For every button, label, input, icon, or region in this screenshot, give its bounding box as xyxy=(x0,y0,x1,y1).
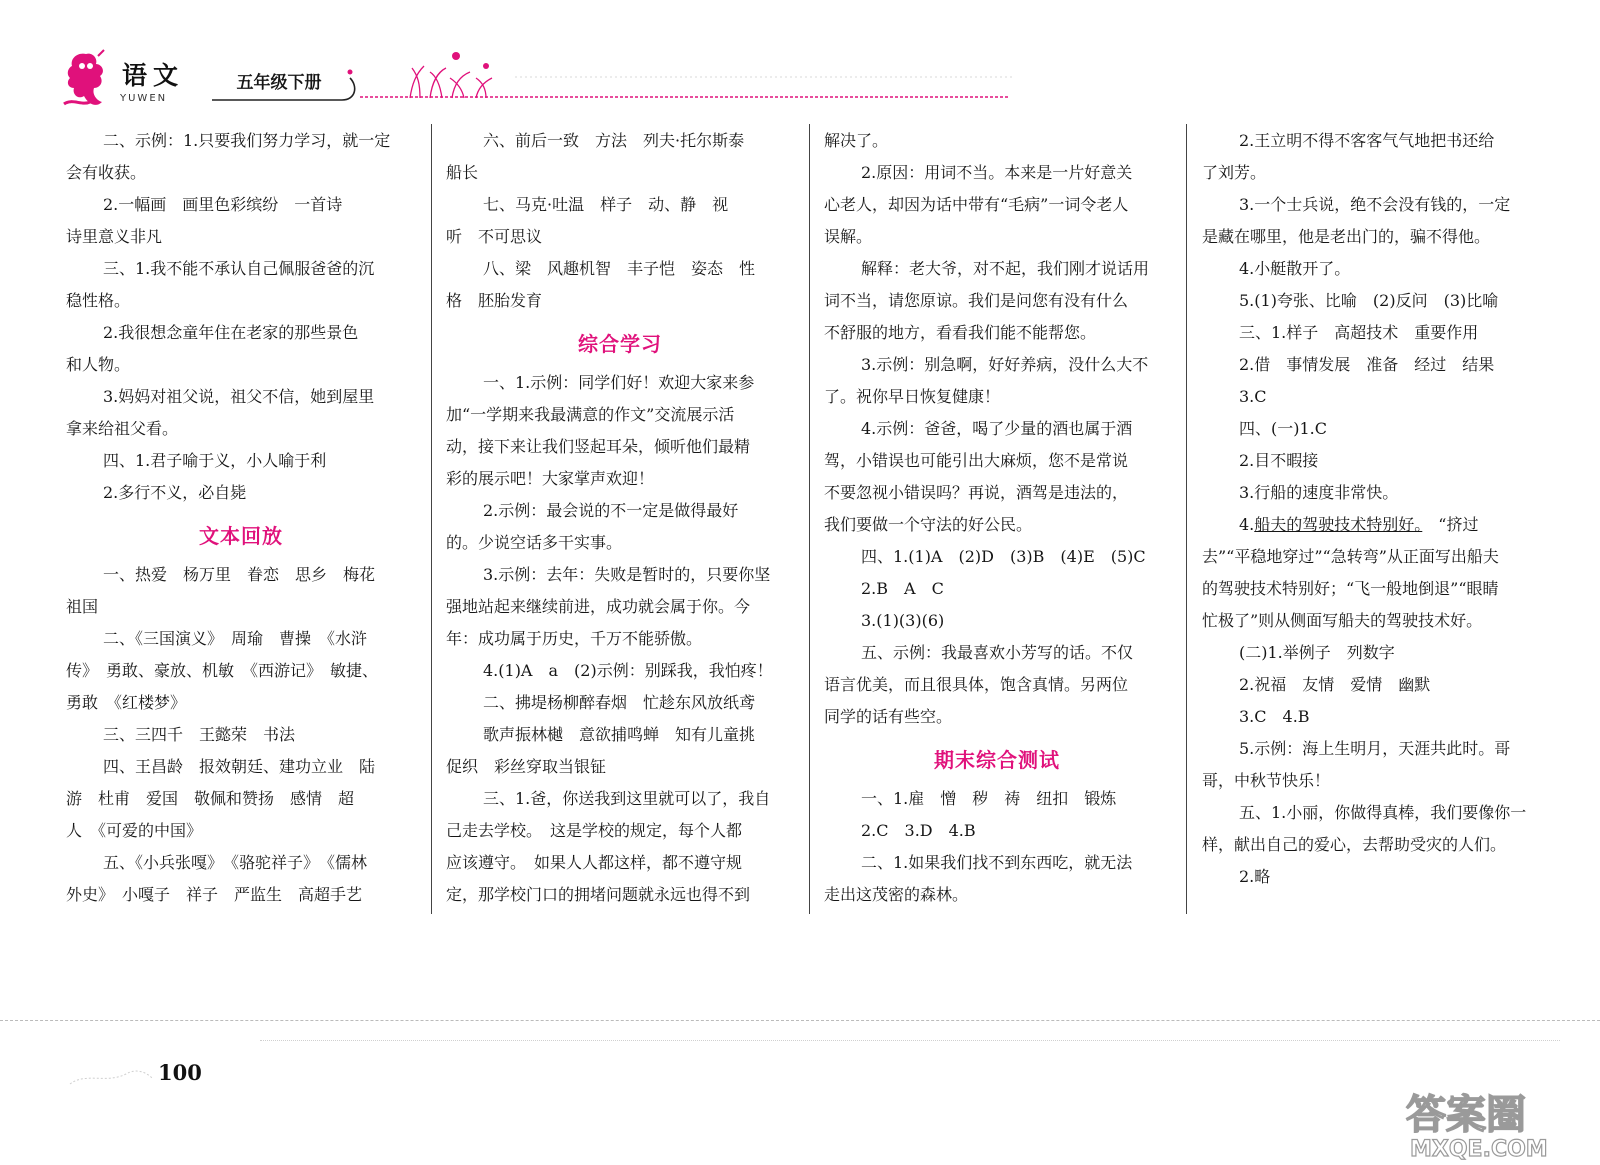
answer-line: 我们要做一个守法的好公民。 xyxy=(824,515,1033,534)
corner-swirl-decoration-icon xyxy=(66,1054,156,1094)
subject-title: 语文 xyxy=(122,61,185,90)
answer-column-3 xyxy=(824,125,1170,915)
answer-line: 4.示例：爸爸，喝了少量的酒也属于酒 xyxy=(861,419,1133,438)
answer-line: 的。少说空话多干实事。 xyxy=(446,533,623,552)
answer-line: 3.示例：去年：失败是暂时的，只要你坚 xyxy=(483,565,771,584)
answer-line: 四、王昌龄 报效朝廷、建功立业 陆 xyxy=(103,757,376,776)
answer-line: 游 杜甫 爱国 敬佩和赞扬 感情 超 xyxy=(66,789,355,808)
answer-line: 一、热爱 杨万里 眷恋 思乡 梅花 xyxy=(103,565,376,584)
footer-faint-rule xyxy=(260,1040,1560,1041)
answer-line: 4.小艇散开了。 xyxy=(1239,259,1351,278)
answer-line: 年：成功属于历史，千万不能骄傲。 xyxy=(446,629,703,648)
answer-line: 5.示例：海上生明月，天涯共此时。哥 xyxy=(1239,739,1511,758)
grade-label: 五年级下册 xyxy=(236,73,322,93)
answer-line: 忙极了”则从侧面写船夫的驾驶技术好。 xyxy=(1202,611,1483,630)
answer-line: 2.一幅画 画里色彩缤纷 一首诗 xyxy=(103,195,343,214)
answer-line: 5.(1)夸张、比喻 (2)反问 (3)比喻 xyxy=(1239,291,1499,310)
answer-column-1 xyxy=(66,125,416,915)
underlined-answer: 船夫的驾驶技术特别好。 xyxy=(1254,515,1423,534)
answer-line: 六、前后一致 方法 列夫·托尔斯泰 xyxy=(483,131,745,150)
answer-line: 3.一个士兵说，绝不会没有钱的，一定 xyxy=(1239,195,1511,214)
page-number: 100 xyxy=(158,1060,202,1085)
answer-line: 3.妈妈对祖父说，祖父不信，她到屋里 xyxy=(103,387,375,406)
answer-line: 定，那学校门口的拥堵问题就永远也得不到 xyxy=(446,885,751,904)
answer-line: 五、《小兵张嘎》 《骆驼祥子》 《儒林 xyxy=(103,853,368,872)
answer-line: 3.示例：别急啊，好好养病，没什么大不 xyxy=(861,355,1149,374)
answer-line xyxy=(1202,509,1546,541)
answer-line: 三、1.爸，你送我到这里就可以了，我自 xyxy=(483,789,771,808)
answer-line: 八、梁 风趣机智 丰子恺 姿态 性 xyxy=(483,259,756,278)
answer-line: 勇敢 《红楼梦》 xyxy=(66,693,187,712)
answer-line: 3.(1)(3)(6) xyxy=(861,611,945,630)
answer-line: 一、1.雇 憎 秽 祷 纽扣 锻炼 xyxy=(861,789,1117,808)
header-rule-line xyxy=(360,96,1010,98)
answer-line: 四、(一)1.C xyxy=(1239,419,1327,438)
answer-line: 4.(1)A a (2)示例：别踩我，我怕疼！ xyxy=(483,661,773,680)
answer-line: 了。祝你早日恢复健康！ xyxy=(824,387,1001,406)
answer-line: 促织 彩丝穿取当银钲 xyxy=(446,757,607,776)
answer-line: 动，接下来让我们竖起耳朵，倾听他们最精 xyxy=(446,437,751,456)
answer-line: 2.示例：最会说的不一定是做得最好 xyxy=(483,501,739,520)
answer-line: 2.多行不义，必自毙 xyxy=(103,483,247,502)
answer-line: 外史》 小嘎子 祥子 严监生 高超手艺 xyxy=(66,885,363,904)
answer-line: 去”“平稳地穿过”“急转弯”从正面写出船夫 xyxy=(1202,547,1499,566)
answer-line: 听 不可思议 xyxy=(446,227,543,246)
answer-line: 加“一学期来我最满意的作文”交流展示活 xyxy=(446,405,735,424)
answer-line: 哥，中秋节快乐！ xyxy=(1202,771,1331,790)
answer-line: 诗里意义非凡 xyxy=(66,227,163,246)
answer-line: 3.C 4.B xyxy=(1239,707,1310,726)
answer-line: 二、1.如果我们找不到东西吃，就无法 xyxy=(861,853,1133,872)
answer-line: 语言优美，而且很具体，饱含真情。另两位 xyxy=(824,675,1129,694)
answer-line: 驾，小错误也可能引出大麻烦，您不是常说 xyxy=(824,451,1129,470)
answer-line: 词不当，请您原谅。我们是问您有没有什么 xyxy=(824,291,1129,310)
subject-pinyin: YUWEN xyxy=(120,93,168,104)
answer-line: 二、《三国演义》 周瑜 曹操 《水浒 xyxy=(103,629,368,648)
answer-line: 样，献出自己的爱心，去帮助受灾的人们。 xyxy=(1202,835,1507,854)
answer-line: 祖国 xyxy=(66,597,99,616)
site-watermark xyxy=(1400,1082,1570,1162)
answer-line: 了刘芳。 xyxy=(1202,163,1267,182)
answer-line: 二、示例：1.只要我们努力学习，就一定 xyxy=(103,131,391,150)
watermark-text: 答案圈 xyxy=(1406,1092,1526,1138)
answer-line: 2.借 事情发展 准备 经过 结果 xyxy=(1239,355,1495,374)
answer-line: 人 《可爱的中国》 xyxy=(66,821,203,840)
answer-line: 3.C xyxy=(1239,387,1267,406)
answer-line: 2.略 xyxy=(1239,867,1271,886)
answer-line: 五、1.小丽，你做得真棒，我们要像你一 xyxy=(1239,803,1527,822)
crescent-moon-icon xyxy=(216,1066,264,1090)
mascot-logo-icon xyxy=(60,48,114,112)
answer-line: 同学的话有些空。 xyxy=(824,707,953,726)
answer-line: 一、1.示例：同学们好！欢迎大家来参 xyxy=(483,373,755,392)
column-divider xyxy=(431,124,432,914)
answer-line: 2.祝福 友情 爱情 幽默 xyxy=(1239,675,1431,694)
answer-line: 不舒服的地方，看看我们能不能帮您。 xyxy=(824,323,1097,342)
grass-flower-decoration-icon xyxy=(390,48,520,100)
answer-line: (二)1.举例子 列数字 xyxy=(1239,643,1395,662)
answer-line: 彩的展示吧！大家掌声欢迎！ xyxy=(446,469,655,488)
column-divider xyxy=(1186,124,1187,914)
answer-line: 解决了。 xyxy=(824,131,889,150)
answer-line: 四、1.(1)A (2)D (3)B (4)E (5)C xyxy=(861,547,1146,566)
section-title: 期末综合测试 xyxy=(934,748,1060,772)
section-title: 文本回放 xyxy=(199,524,283,548)
answer-line: 2.C 3.D 4.B xyxy=(861,821,976,840)
answer-line: 走出这茂密的森林。 xyxy=(824,885,969,904)
answer-line: 2.王立明不得不客客气气地把书还给 xyxy=(1239,131,1495,150)
column-divider xyxy=(809,124,810,914)
answer-line: 四、1.君子喻于义，小人喻于利 xyxy=(103,451,327,470)
answer-line: 解释：老大爷，对不起，我们刚才说话用 xyxy=(861,259,1150,278)
answer-line: 是藏在哪里，他是老出门的，骗不得他。 xyxy=(1202,227,1491,246)
answer-column-4 xyxy=(1202,125,1546,915)
section-title: 综合学习 xyxy=(578,332,662,356)
answer-column-2 xyxy=(446,125,794,915)
answer-line: 己走去学校。 这是学校的规定，每个人都 xyxy=(446,821,743,840)
footer-rule xyxy=(0,1020,1600,1021)
answer-line: 2.目不暇接 xyxy=(1239,451,1319,470)
answer-line: 七、马克·吐温 样子 动、静 视 xyxy=(483,195,729,214)
answer-line: 传》 勇敢、豪放、机敏 《西游记》 敏捷、 xyxy=(66,661,379,680)
answer-line: 误解。 xyxy=(824,227,873,246)
answer-line: 会有收获。 xyxy=(66,163,147,182)
answer-line: 二、拂堤杨柳醉春烟 忙趁东风放纸鸢 xyxy=(483,693,756,712)
answer-line: 和人物。 xyxy=(66,355,131,374)
answer-line: 三、三四千 王懿荣 书法 xyxy=(103,725,296,744)
answer-line: 五、示例：我最喜欢小芳写的话。不仅 xyxy=(861,643,1134,662)
answer-line: 船长 xyxy=(446,163,479,182)
answer-line: 3.行船的速度非常快。 xyxy=(1239,483,1399,502)
page-header xyxy=(60,44,1600,114)
header-faint-line xyxy=(515,76,1015,78)
answer-line-suffix: “挤过 xyxy=(1422,515,1479,534)
answer-line: 强地站起来继续前进，成功就会属于你。今 xyxy=(446,597,751,616)
answer-line: 拿来给祖父看。 xyxy=(66,419,179,438)
answer-line-prefix: 4. xyxy=(1239,515,1255,534)
answer-line: 应该遵守。 如果人人都这样，都不遵守规 xyxy=(446,853,743,872)
answer-line: 歌声振林樾 意欲捕鸣蝉 知有儿童挑 xyxy=(483,725,756,744)
answer-line: 三、1.样子 高超技术 重要作用 xyxy=(1239,323,1479,342)
answer-line: 的驾驶技术特别好；“飞一般地倒退”“眼睛 xyxy=(1202,579,1499,598)
answer-line: 稳性格。 xyxy=(66,291,131,310)
answer-line: 格 胚胎发育 xyxy=(446,291,543,310)
answer-line: 2.我很想念童年住在老家的那些景色 xyxy=(103,323,359,342)
watermark-url-text: MXQE.COM xyxy=(1410,1137,1548,1162)
answer-line: 2.B A C xyxy=(861,579,944,598)
answer-line: 三、1.我不能不承认自己佩服爸爸的沉 xyxy=(103,259,375,278)
answer-line: 2.原因：用词不当。本来是一片好意关 xyxy=(861,163,1133,182)
answer-line: 不要忽视小错误吗？再说，酒驾是违法的， xyxy=(824,483,1129,502)
answer-line: 心老人，却因为话中带有“毛病”一词令老人 xyxy=(824,195,1129,214)
